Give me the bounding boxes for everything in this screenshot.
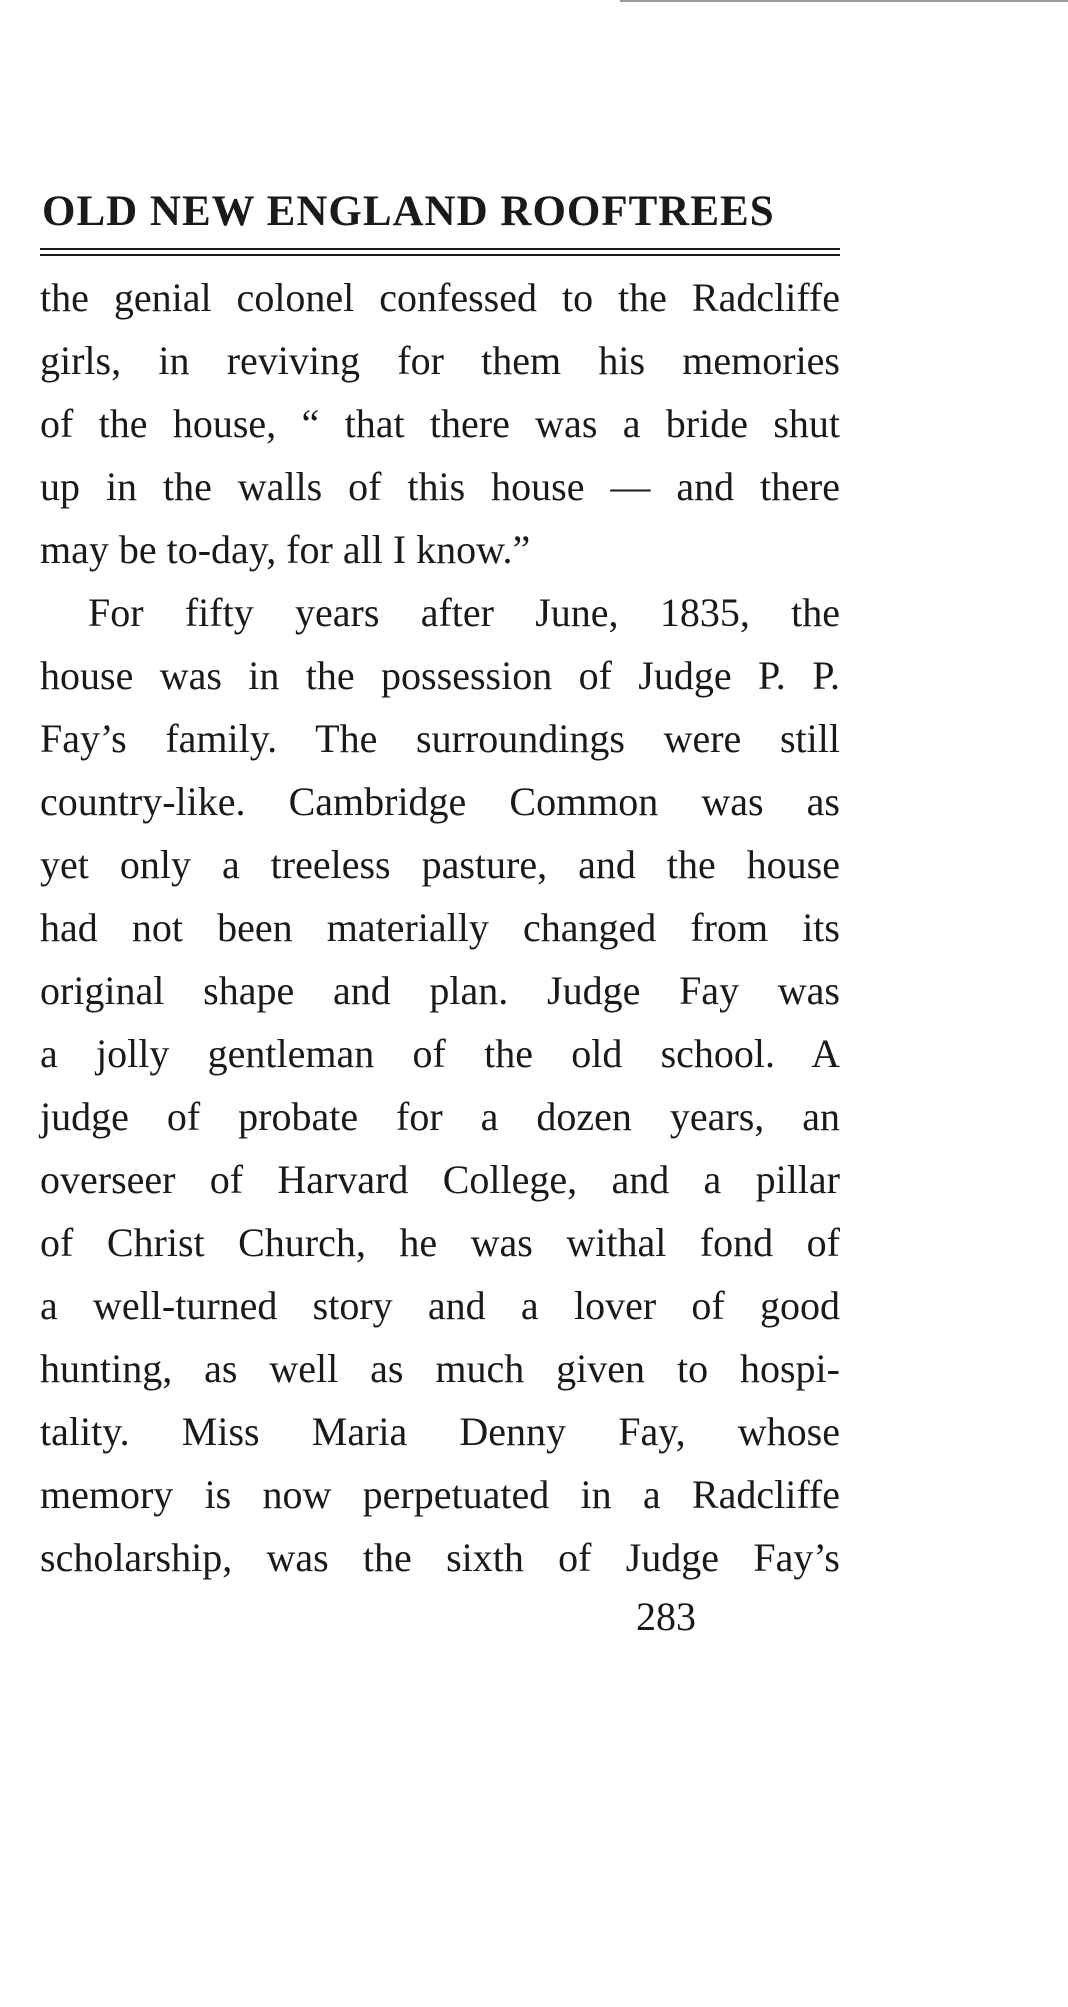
text-line: For fifty years after June, 1835, the	[88, 590, 840, 635]
text-line: a jolly gentleman of the old school. A	[40, 1031, 840, 1076]
top-edge-rule	[620, 0, 1068, 2]
text-line: had not been materially changed from its	[40, 905, 840, 950]
double-rule	[40, 248, 840, 256]
text-line: judge of probate for a dozen years, an	[40, 1094, 840, 1139]
text-line: up in the walls of this house — and there	[40, 464, 840, 509]
text-line: the genial colonel confessed to the Radcliffe	[40, 275, 840, 320]
text-line: of Christ Church, he was withal fond of	[40, 1220, 840, 1265]
book-page	[40, 186, 840, 1643]
text-line: tality. Miss Maria Denny Fay, whose	[40, 1409, 840, 1454]
text-line: hunting, as well as much given to hospi-	[40, 1346, 840, 1391]
text-line: Fay’s family. The surroundings were still	[40, 716, 840, 761]
body-text	[40, 266, 840, 1589]
text-line: memory is now perpetuated in a Radcliffe	[40, 1472, 840, 1517]
text-line: of the house, “ that there was a bride shut	[40, 401, 840, 446]
text-line: yet only a treeless pasture, and the house	[40, 842, 840, 887]
running-head: OLD NEW ENGLAND ROOFTREES	[42, 188, 775, 235]
text-line: house was in the possession of Judge P. P.	[40, 653, 840, 698]
text-line: overseer of Harvard College, and a pillar	[40, 1157, 840, 1202]
text-line: may be to-day, for all I know.”	[40, 527, 531, 572]
text-line: original shape and plan. Judge Fay was	[40, 968, 840, 1013]
paragraph-2	[40, 581, 840, 1589]
text-line: scholarship, was the sixth of Judge Fay’s	[40, 1535, 840, 1580]
text-line: a well-turned story and a lover of good	[40, 1283, 840, 1328]
paragraph-1	[40, 266, 840, 581]
text-line: country-like. Cambridge Common was as	[40, 779, 840, 824]
page-number: 283	[636, 1594, 696, 1639]
text-line: girls, in reviving for them his memories	[40, 338, 840, 383]
